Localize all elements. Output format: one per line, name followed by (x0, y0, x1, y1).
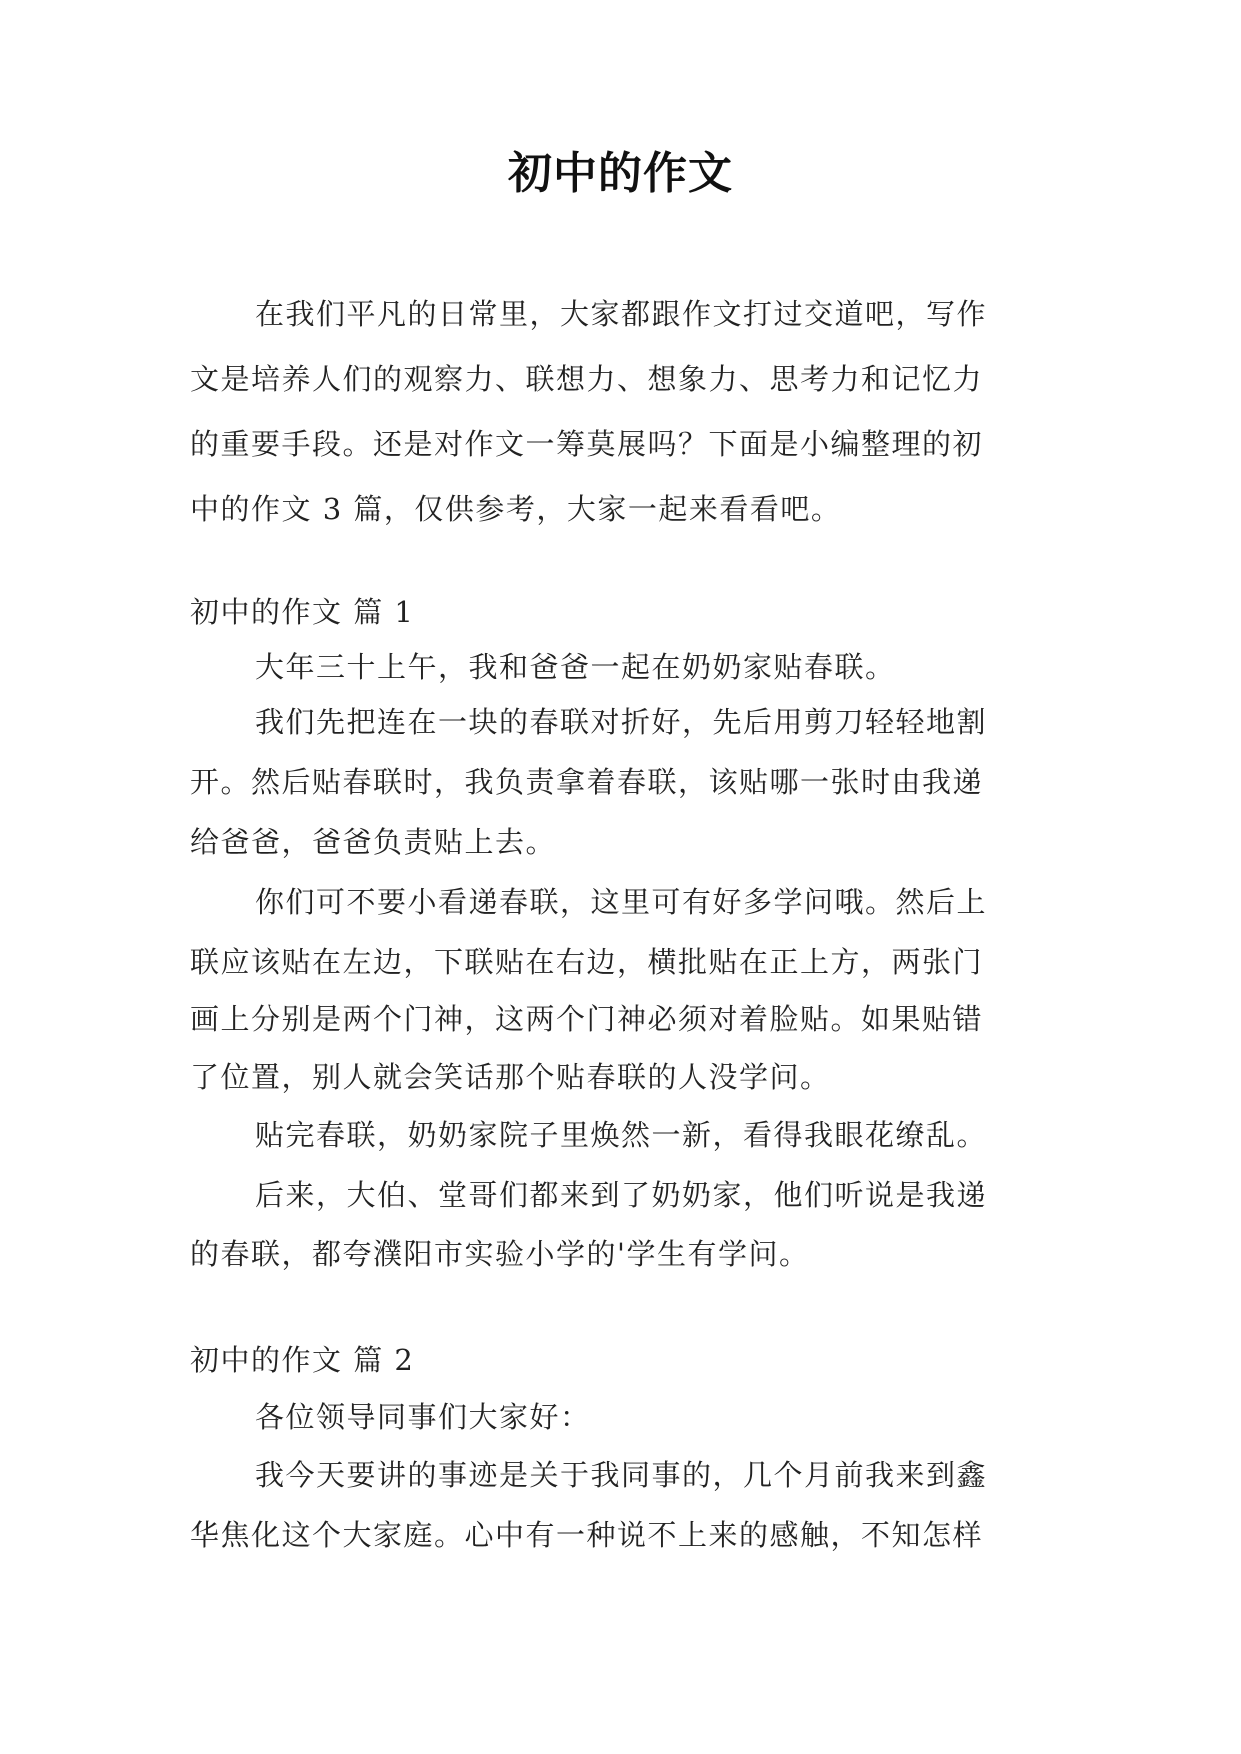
body-line: 了位置，别人就会笑话那个贴春联的人没学问。 (190, 1060, 831, 1094)
body-line: 大年三十上午，我和爸爸一起在奶奶家贴春联。 (255, 650, 896, 684)
body-line: 画上分别是两个门神，这两个门神必须对着脸贴。如果贴错 (190, 1002, 984, 1036)
intro-line: 在我们平凡的日常里，大家都跟作文打过交道吧，写作 (255, 297, 988, 331)
section-heading: 初中的作文 篇 2 (190, 1343, 415, 1377)
body-line: 开。然后贴春联时，我负责拿着春联，该贴哪一张时由我递 (190, 765, 984, 799)
body-line: 华焦化这个大家庭。心中有一种说不上来的感触，不知怎样 (190, 1518, 984, 1552)
body-line: 的春联，都夸濮阳市实验小学的'学生有学问。 (190, 1237, 810, 1271)
body-line: 我们先把连在一块的春联对折好，先后用剪刀轻轻地割 (255, 705, 988, 739)
body-line: 我今天要讲的事迹是关于我同事的，几个月前我来到鑫 (255, 1458, 988, 1492)
body-line: 给爸爸，爸爸负责贴上去。 (190, 825, 557, 859)
body-line: 联应该贴在左边，下联贴在右边，横批贴在正上方，两张门 (190, 945, 984, 979)
body-line: 你们可不要小看递春联，这里可有好多学问哦。然后上 (255, 885, 988, 919)
document-title: 初中的作文 (508, 148, 733, 199)
section-heading: 初中的作文 篇 1 (190, 595, 415, 629)
intro-line: 中的作文 3 篇，仅供参考，大家一起来看看吧。 (190, 492, 842, 526)
intro-line: 文是培养人们的观察力、联想力、想象力、思考力和记忆力 (190, 362, 984, 396)
body-line: 各位领导同事们大家好： (255, 1400, 591, 1434)
intro-line: 的重要手段。还是对作文一筹莫展吗？下面是小编整理的初 (190, 427, 984, 461)
body-line: 后来，大伯、堂哥们都来到了奶奶家，他们听说是我递 (255, 1178, 988, 1212)
body-line: 贴完春联，奶奶家院子里焕然一新，看得我眼花缭乱。 (255, 1118, 988, 1152)
